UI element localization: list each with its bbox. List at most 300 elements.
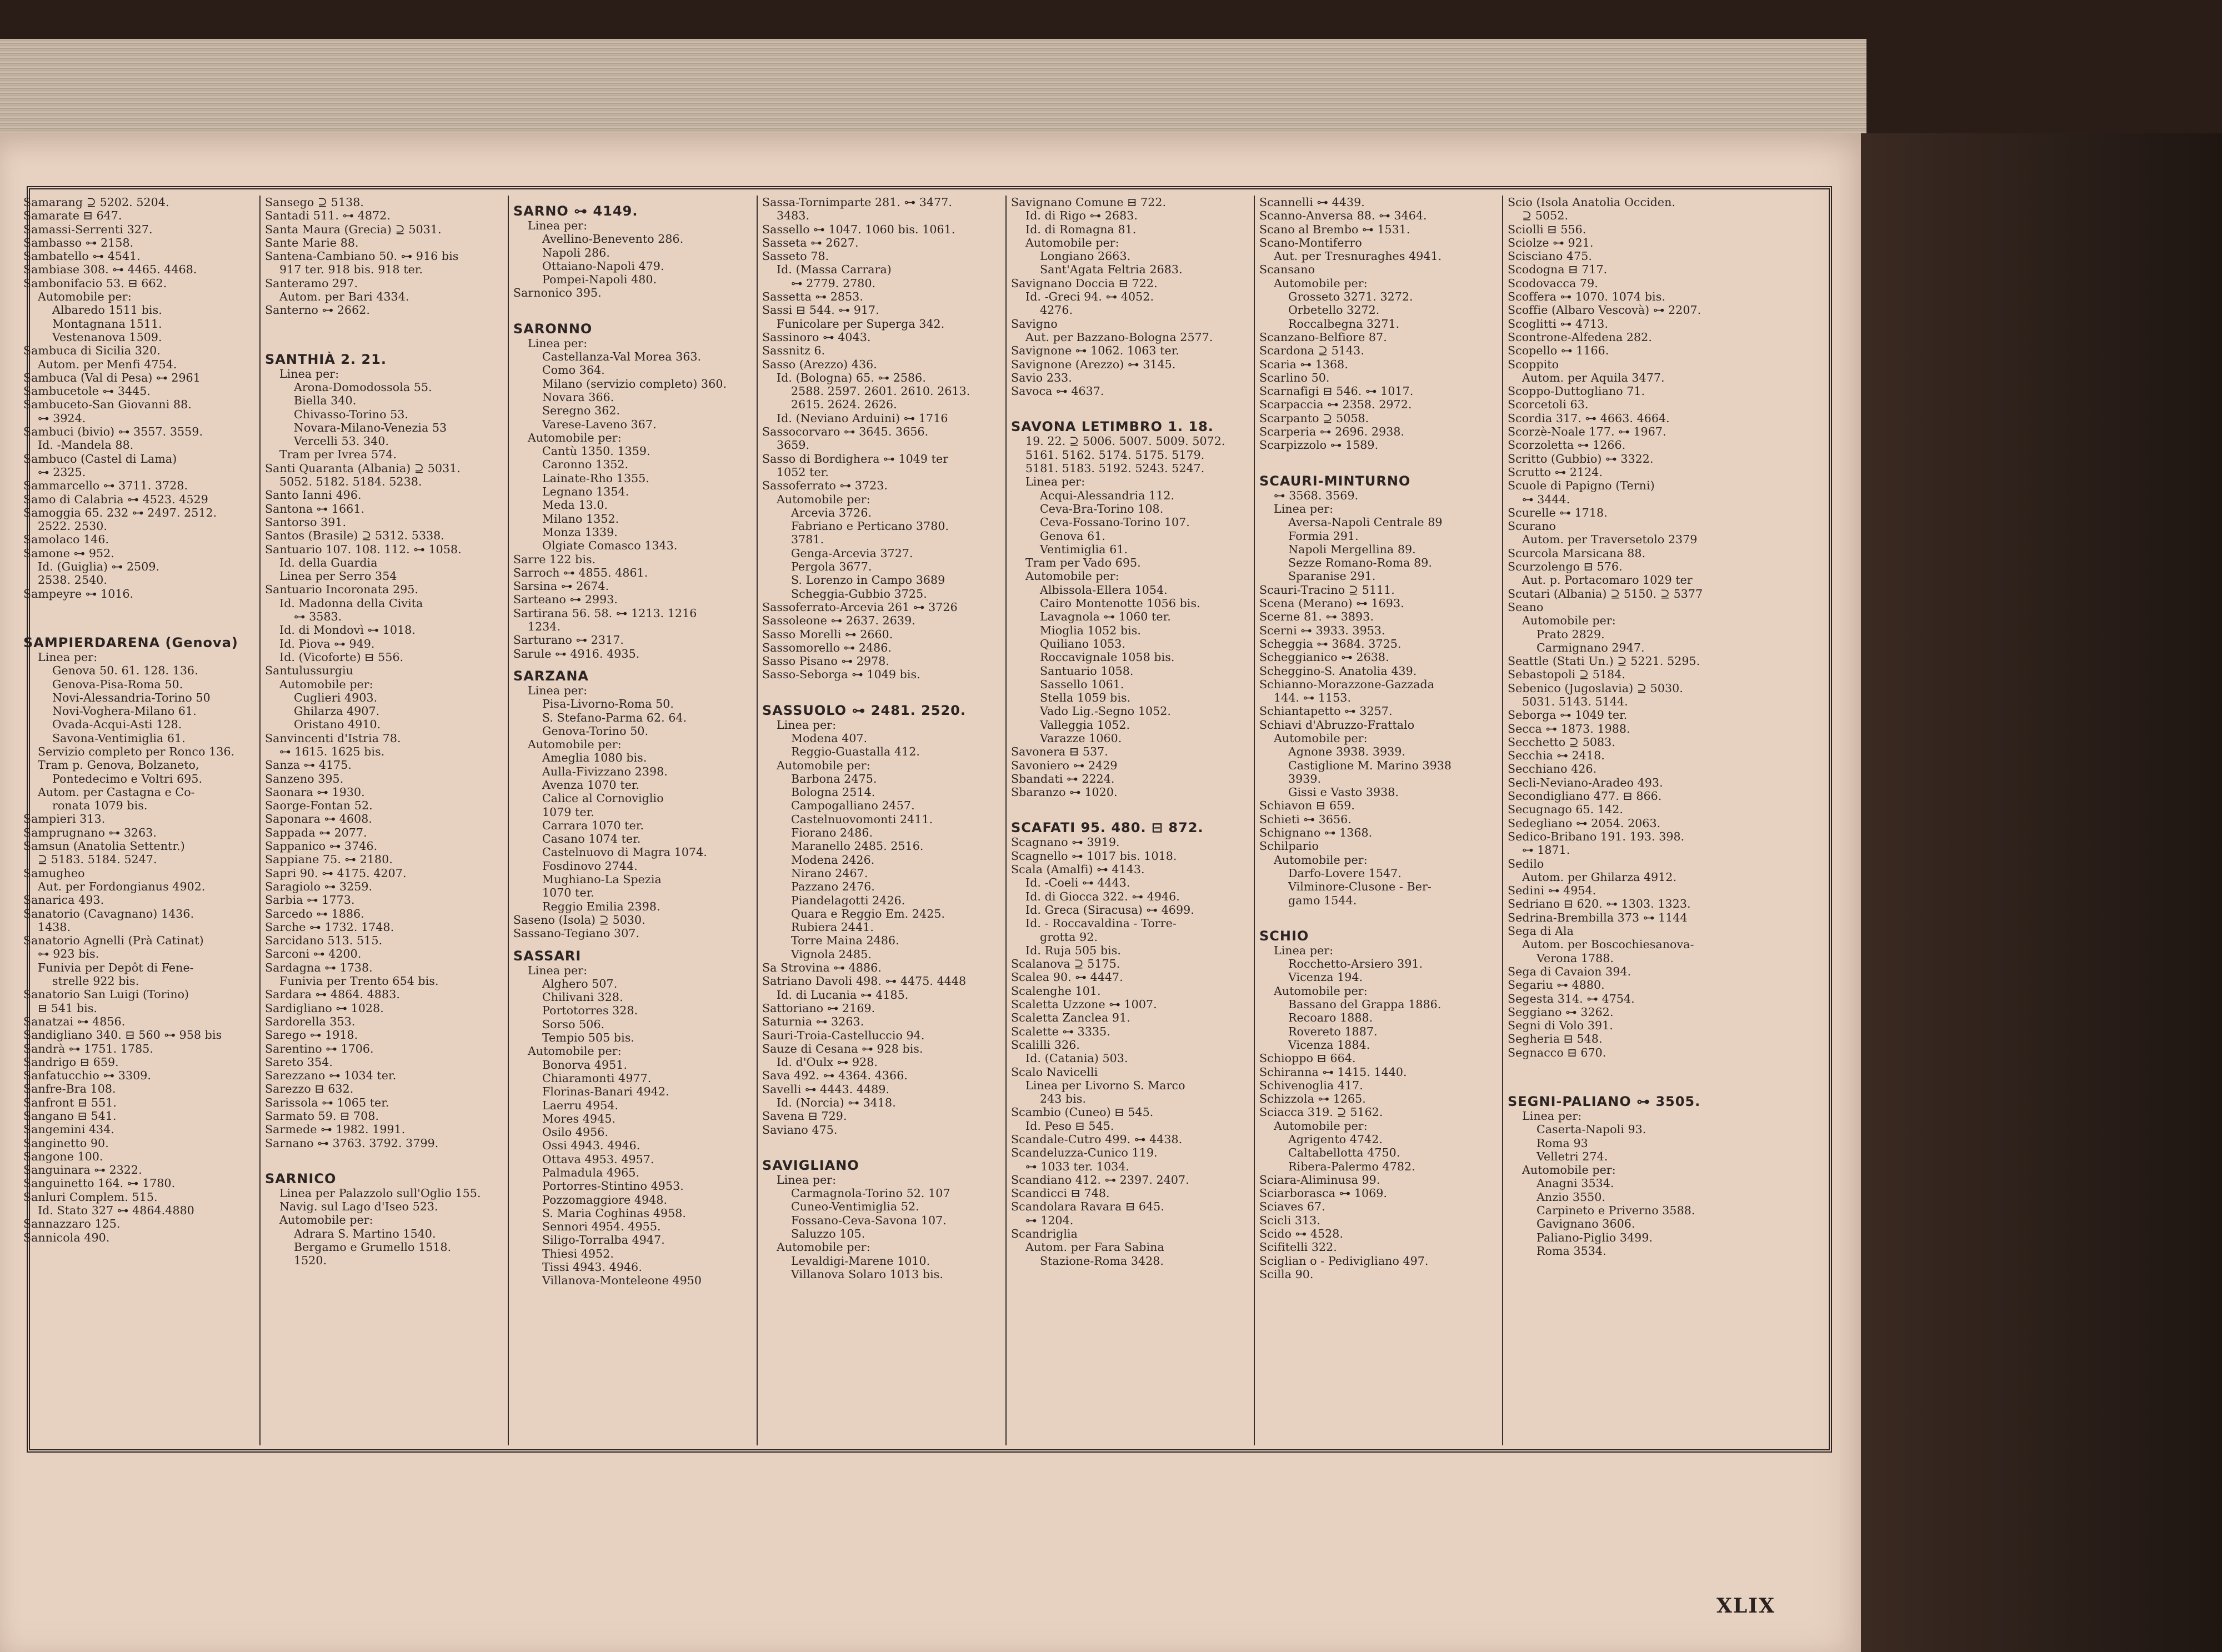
index-entry: 5031. 5143. 5144. xyxy=(1522,694,1628,708)
index-entry: Satriano Davoli 498. ⊶ 4475. 4448 xyxy=(762,974,967,988)
index-entry: Vercelli 53. 340. xyxy=(294,434,389,448)
index-entry: Napoli 286. xyxy=(542,246,610,259)
index-entry: Id. -Coeli ⊶ 4443. xyxy=(1025,876,1130,890)
index-entry: Scerne 81. ⊶ 3893. xyxy=(1259,610,1374,624)
index-entry: Schiavon ⊟ 659. xyxy=(1259,799,1355,813)
index-entry: Aulla-Fivizzano 2398. xyxy=(542,764,668,778)
index-entry: Formia 291. xyxy=(1288,529,1359,543)
index-entry: Vestenanova 1509. xyxy=(52,330,162,344)
index-entry: Id. (Guiglia) ⊶ 2509. xyxy=(38,560,160,574)
index-entry: Stella 1059 bis. xyxy=(1040,691,1131,705)
index-entry: Sardara ⊶ 4864. 4883. xyxy=(265,988,400,1002)
index-entry: Cairo Montenotte 1056 bis. xyxy=(1040,597,1200,610)
index-entry: 1234. xyxy=(528,620,561,634)
index-entry: Id. Piova ⊶ 949. xyxy=(279,637,375,650)
index-entry: Sarule ⊶ 4916. 4935. xyxy=(513,647,640,660)
index-entry: Cantù 1350. 1359. xyxy=(542,444,650,458)
index-entry: Ovada-Acqui-Asti 128. xyxy=(52,718,182,732)
page-number: XLIX xyxy=(1716,1594,1776,1618)
index-entry: Scheggino-S. Anatolia 439. xyxy=(1259,664,1417,678)
index-entry: Id. Peso ⊟ 545. xyxy=(1025,1119,1114,1133)
index-entry: Sarissola ⊶ 1065 ter. xyxy=(265,1095,389,1109)
index-entry: Scrutto ⊶ 2124. xyxy=(1508,465,1603,479)
index-entry: Arona-Domodossola 55. xyxy=(294,380,432,394)
index-entry: Linea per: xyxy=(1522,1109,1582,1123)
index-entry: Vicenza 194. xyxy=(1288,970,1363,984)
index-entry: Sassoferrato-Arcevia 261 ⊶ 3726 xyxy=(762,600,958,614)
index-entry: Varazze 1060. xyxy=(1040,731,1122,745)
index-entry: Scandriglia xyxy=(1011,1227,1078,1241)
index-entry: Sasso-Seborga ⊶ 1049 bis. xyxy=(762,668,920,682)
index-entry: Secca ⊶ 1873. 1988. xyxy=(1508,722,1630,735)
index-entry: Chilivani 328. xyxy=(542,990,623,1004)
index-entry: Santerno ⊶ 2662. xyxy=(265,303,371,317)
index-entry: Savio 233. xyxy=(1011,371,1072,384)
index-entry: ⊶ 3924. xyxy=(38,411,86,425)
index-entry: Avenza 1070 ter. xyxy=(542,778,640,792)
index-entry: Schieti ⊶ 3656. xyxy=(1259,812,1352,826)
index-entry: Modena 2426. xyxy=(791,853,875,867)
index-entry: Sartirana 56. 58. ⊶ 1213. 1216 xyxy=(513,606,697,620)
index-entry: Sardigliano ⊶ 1028. xyxy=(265,1001,384,1015)
index-entry: Scalea 90. ⊶ 4447. xyxy=(1011,970,1123,984)
index-entry: Id. d'Oulx ⊶ 928. xyxy=(777,1055,878,1069)
index-entry: Autom. per Bari 4334. xyxy=(279,290,409,304)
index-entry: 917 ter. 918 bis. 918 ter. xyxy=(279,263,423,277)
index-entry: Scoffera ⊶ 1070. 1074 bis. xyxy=(1508,290,1665,304)
index-entry: Savigno xyxy=(1011,317,1058,331)
index-entry: Alghero 507. xyxy=(542,977,618,990)
index-entry: Linea per: xyxy=(528,963,588,977)
index-entry: Scannelli ⊶ 4439. xyxy=(1259,196,1365,209)
index-entry: Sandigliano 340. ⊟ 560 ⊶ 958 bis xyxy=(23,1028,222,1042)
index-entry: Carrara 1070 ter. xyxy=(542,818,644,832)
index-entry: Servizio completo per Ronco 136. xyxy=(38,744,235,758)
index-entry: Sassano-Tegiano 307. xyxy=(513,927,640,940)
index-entry: Sanguinetto 164. ⊶ 1780. xyxy=(23,1177,176,1190)
index-entry: Avellino-Benevento 286. xyxy=(542,232,684,246)
index-heading: SCHIO xyxy=(1259,928,1309,944)
index-entry: Scontrone-Alfedena 282. xyxy=(1508,330,1652,344)
index-entry: Sarnonico 395. xyxy=(513,286,602,300)
index-entry: Sappanico ⊶ 3746. xyxy=(265,839,378,853)
index-entry: S. Maria Coghinas 4958. xyxy=(542,1206,687,1220)
index-entry xyxy=(762,1137,999,1150)
index-entry xyxy=(23,600,262,614)
index-entry: Linea per: xyxy=(777,718,837,732)
index-entry: Ceva-Bra-Torino 108. xyxy=(1040,502,1164,515)
index-entry: Sambuco (Castel di Lama) xyxy=(23,452,177,465)
index-entry: Scurzolengo ⊟ 576. xyxy=(1508,560,1623,574)
index-entry: Chiaramonti 4977. xyxy=(542,1071,652,1085)
index-entry: Scheggia ⊶ 3684. 3725. xyxy=(1259,637,1402,650)
index-entry: Recoaro 1888. xyxy=(1288,1011,1373,1025)
index-entry: Bologna 2514. xyxy=(791,785,875,799)
index-entry: Sciacca 319. ⊇ 5162. xyxy=(1259,1105,1383,1119)
index-entry: Pozzomaggiore 4948. xyxy=(542,1193,668,1207)
index-entry: Samarang ⊇ 5202. 5204. xyxy=(23,196,169,209)
index-entry: Secli-Neviano-Aradeo 493. xyxy=(1508,775,1663,789)
index-entry: Sciara-Aliminusa 99. xyxy=(1259,1173,1380,1187)
index-entry: Sarteano ⊶ 2993. xyxy=(513,593,618,607)
index-entry: ⊶ 1204. xyxy=(1025,1213,1074,1227)
index-entry: Savignano Doccia ⊟ 722. xyxy=(1011,276,1158,290)
index-entry: Linea per Livorno S. Marco xyxy=(1025,1078,1185,1092)
index-entry: Sappada ⊶ 2077. xyxy=(265,825,367,839)
index-entry: Id. Ruja 505 bis. xyxy=(1025,943,1122,957)
index-entry: ⊶ 3444. xyxy=(1522,492,1570,506)
index-entry: Autom. per Ghilarza 4912. xyxy=(1522,870,1677,884)
index-entry: Scritto (Gubbio) ⊶ 3322. xyxy=(1508,452,1654,465)
index-entry: Segnacco ⊟ 670. xyxy=(1508,1045,1607,1059)
index-entry: ⊇ 5052. xyxy=(1522,209,1569,223)
index-entry: Prato 2829. xyxy=(1537,627,1605,641)
index-entry: Scauri-Tracino ⊇ 5111. xyxy=(1259,583,1395,597)
index-entry: Scandolara Ravara ⊟ 645. xyxy=(1011,1200,1164,1214)
index-entry: Automobile per: xyxy=(1274,276,1368,290)
index-entry: ⊶ 3583. xyxy=(294,610,342,624)
index-entry: Sarmato 59. ⊟ 708. xyxy=(265,1109,379,1123)
index-entry: Id. di Giocca 322. ⊶ 4946. xyxy=(1025,889,1180,903)
index-entry: Santona ⊶ 1661. xyxy=(265,502,365,515)
index-entry: Sassoleone ⊶ 2637. 2639. xyxy=(762,614,915,628)
index-entry: Segesta 314. ⊶ 4754. xyxy=(1508,992,1635,1005)
index-entry: ⊶ 2779. 2780. xyxy=(791,276,876,290)
index-entry: Sanatorio San Luigi (Torino) xyxy=(23,988,189,1002)
index-entry: Sasseto 78. xyxy=(762,249,829,263)
index-entry: 243 bis. xyxy=(1040,1092,1087,1106)
index-entry: Villanova Solaro 1013 bis. xyxy=(791,1267,944,1281)
index-entry: Scano-Montiferro xyxy=(1259,236,1362,249)
index-heading: SCAFATI 95. 480. ⊟ 872. xyxy=(1011,820,1204,836)
index-entry: Sampeyre ⊶ 1016. xyxy=(23,587,134,600)
index-entry: Reggio-Guastalla 412. xyxy=(791,745,920,759)
index-entry: Sassello 1061. xyxy=(1040,677,1124,691)
index-entry: Scicli 313. xyxy=(1259,1213,1320,1227)
index-entry: Caltabellotta 4750. xyxy=(1288,1146,1400,1160)
index-entry: Santorso 391. xyxy=(265,515,347,529)
index-entry: Seborga ⊶ 1049 ter. xyxy=(1508,708,1628,722)
index-entry: 5052. 5182. 5184. 5238. xyxy=(279,475,422,489)
index-entry: Id. (Norcia) ⊶ 3418. xyxy=(777,1096,896,1109)
index-entry: ⊶ 2325. xyxy=(38,465,86,479)
index-entry: Sebenico (Jugoslavia) ⊇ 5030. xyxy=(1508,681,1683,695)
index-entry: Id. di Rigo ⊶ 2683. xyxy=(1025,209,1138,223)
index-entry: Sarcedo ⊶ 1886. xyxy=(265,907,364,920)
index-entry: Grosseto 3271. 3272. xyxy=(1288,290,1413,304)
index-entry: Sassnitz 6. xyxy=(762,344,825,358)
index-entry: Autom. per Castagna e Co- xyxy=(38,785,195,799)
index-entry: Id. Madonna della Civita xyxy=(279,596,423,610)
index-entry: Rocchetto-Arsiero 391. xyxy=(1288,957,1423,971)
index-entry: Sedrina-Brembilla 373 ⊶ 1144 xyxy=(1508,910,1688,924)
index-entry: Linea per: xyxy=(528,219,588,232)
index-entry: Scoglitti ⊶ 4713. xyxy=(1508,317,1609,331)
index-entry: Valleggia 1052. xyxy=(1040,718,1130,732)
index-entry: Sasso di Bordighera ⊶ 1049 ter xyxy=(762,452,949,465)
index-entry: Reggio Emilia 2398. xyxy=(542,899,660,913)
index-entry: Olgiate Comasco 1343. xyxy=(542,539,678,553)
index-entry: Ghilarza 4907. xyxy=(294,704,380,718)
index-entry: Samassi-Serrenti 327. xyxy=(23,222,153,236)
index-entry: Sanzeno 395. xyxy=(265,772,344,785)
index-entry: 3483. xyxy=(777,209,810,223)
index-entry: Vilminore-Clusone - Ber- xyxy=(1288,880,1432,894)
index-entry: Schiantapetto ⊶ 3257. xyxy=(1259,704,1393,718)
index-entry: Ceva-Fossano-Torino 107. xyxy=(1040,515,1190,529)
index-entry: Id. (Bologna) 65. ⊶ 2586. xyxy=(777,371,926,384)
index-entry: Id. di Lucania ⊶ 4185. xyxy=(777,988,909,1002)
index-entry: Novara 366. xyxy=(542,390,614,404)
index-entry: Sega di Ala xyxy=(1508,924,1574,938)
index-entry: Sarturano ⊶ 2317. xyxy=(513,633,624,647)
index-entry: 1520. xyxy=(294,1254,327,1268)
index-entry: Seattle (Stati Un.) ⊇ 5221. 5295. xyxy=(1508,654,1700,668)
index-heading: SARNICO xyxy=(265,1170,337,1187)
index-entry xyxy=(762,682,999,695)
index-entry: Scorzè-Noale 177. ⊶ 1967. xyxy=(1508,425,1666,439)
index-entry: Schianno-Morazzone-Gazzada xyxy=(1259,677,1435,691)
index-entry: Saseno (Isola) ⊇ 5030. xyxy=(513,913,645,927)
index-entry: Roma 93 xyxy=(1537,1136,1588,1150)
index-entry: Albissola-Ellera 1054. xyxy=(1040,583,1168,597)
index-entry: Sanatorio (Cavagnano) 1436. xyxy=(23,907,194,920)
index-entry: Sarche ⊶ 1732. 1748. xyxy=(265,920,394,934)
index-entry: Sangemini 434. xyxy=(23,1123,115,1137)
index-entry: Sammarcello ⊶ 3711. 3728. xyxy=(23,479,188,493)
index-entry: Sasso Pisano ⊶ 2978. xyxy=(762,654,890,668)
index-entry: Linea per: xyxy=(528,336,588,350)
index-entry: Seggiano ⊶ 3262. xyxy=(1508,1005,1614,1019)
index-entry: Savona-Ventimiglia 61. xyxy=(52,731,186,745)
index-entry: Pompei-Napoli 480. xyxy=(542,273,657,287)
index-entry: Tram per Ivrea 574. xyxy=(279,448,397,462)
book-page-edges xyxy=(0,39,1866,147)
index-entry: Sa Strovina ⊶ 4886. xyxy=(762,961,882,975)
index-entry: Sassocorvaro ⊶ 3645. 3656. xyxy=(762,425,929,439)
index-entry: Sciarborasca ⊶ 1069. xyxy=(1259,1187,1388,1200)
index-entry: Carpineto e Priverno 3588. xyxy=(1537,1204,1695,1218)
index-entry: Napoli Mergellina 89. xyxy=(1288,542,1416,556)
index-entry: Sambucetole ⊶ 3445. xyxy=(23,384,151,398)
index-entry: Caserta-Napoli 93. xyxy=(1537,1123,1647,1137)
index-entry: Genova 61. xyxy=(1040,529,1105,543)
index-entry: Siligo-Torralba 4947. xyxy=(542,1233,665,1247)
index-entry: Bonorva 4951. xyxy=(542,1058,628,1072)
index-entry: Quara e Reggio Em. 2425. xyxy=(791,907,945,920)
index-entry: Vicenza 1884. xyxy=(1288,1038,1370,1052)
index-heading: SEGNI-PALIANO ⊶ 3505. xyxy=(1508,1094,1701,1109)
index-column-1 xyxy=(19,196,266,1445)
index-entry: Orbetello 3272. xyxy=(1288,303,1380,317)
index-entry: Scopello ⊶ 1166. xyxy=(1508,344,1609,358)
index-entry: Linea per: xyxy=(38,650,98,664)
index-entry: ⊇ 5183. 5184. 5247. xyxy=(38,853,157,867)
index-entry: Montagnana 1511. xyxy=(52,317,162,331)
index-entry: Saviano 475. xyxy=(762,1123,838,1137)
index-entry: Velletri 274. xyxy=(1537,1149,1608,1163)
index-entry: Secondigliano 477. ⊟ 866. xyxy=(1508,789,1662,803)
index-entry: Aut. per Tresnuraghes 4941. xyxy=(1274,249,1442,263)
index-entry: Aut. per Bazzano-Bologna 2577. xyxy=(1025,330,1213,344)
index-entry xyxy=(265,317,502,331)
index-entry: Adrara S. Martino 1540. xyxy=(294,1227,436,1240)
index-entry: Aversa-Napoli Centrale 89 xyxy=(1288,515,1443,529)
index-entry: Sauri-Troia-Castelluccio 94. xyxy=(762,1028,925,1042)
index-entry: Sannazzaro 125. xyxy=(23,1217,121,1231)
index-entry: Funivia per Depôt di Fene- xyxy=(38,960,194,974)
index-entry: Savignone ⊶ 1062. 1063 ter. xyxy=(1011,344,1179,358)
index-entry: Piandelagotti 2426. xyxy=(791,893,905,907)
index-entry: Legnano 1354. xyxy=(542,485,629,499)
index-entry: ⊶ 1615. 1625 bis. xyxy=(279,744,385,758)
index-entry: Villanova-Monteleone 4950 xyxy=(542,1274,702,1288)
index-entry: Gavignano 3606. xyxy=(1537,1217,1635,1231)
index-entry: Vado Lig.-Segno 1052. xyxy=(1040,704,1172,718)
index-entry: Id. Greca (Siracusa) ⊶ 4699. xyxy=(1025,903,1194,917)
index-entry: Anzio 3550. xyxy=(1537,1190,1606,1204)
index-entry: Scio (Isola Anatolia Occiden. xyxy=(1508,196,1676,209)
index-entry: Autom. per Fara Sabina xyxy=(1025,1240,1164,1254)
index-entry: Ventimiglia 61. xyxy=(1040,542,1128,556)
index-entry: 2522. 2530. xyxy=(38,519,107,533)
index-entry: Arcevia 3726. xyxy=(791,505,872,519)
index-entry: Schizzola ⊶ 1265. xyxy=(1259,1092,1366,1106)
index-entry: Sauze di Cesana ⊶ 928 bis. xyxy=(762,1042,923,1055)
index-entry: Agnone 3938. 3939. xyxy=(1288,745,1406,759)
index-entry: Meda 13.0. xyxy=(542,498,608,512)
index-entry: Scido ⊶ 4528. xyxy=(1259,1227,1344,1241)
index-entry: Scurano xyxy=(1508,519,1556,533)
index-entry: Samolaco 146. xyxy=(23,533,109,547)
index-entry: Schilpario xyxy=(1259,839,1319,853)
index-entry: Linea per Palazzolo sull'Oglio 155. xyxy=(279,1186,481,1200)
index-entry: Sarroch ⊶ 4855. 4861. xyxy=(513,565,648,579)
index-entry: Tissi 4943. 4946. xyxy=(542,1260,642,1274)
index-entry xyxy=(1259,907,1497,920)
index-entry: Levaldigi-Marene 1010. xyxy=(791,1254,930,1268)
index-entry: strelle 922 bis. xyxy=(52,974,139,988)
index-column-5 xyxy=(1005,196,1253,1445)
index-entry: Scarperia ⊶ 2696. 2938. xyxy=(1259,425,1405,439)
index-entry: Sappiane 75. ⊶ 2180. xyxy=(265,853,393,867)
index-entry: 19. 22. ⊇ 5006. 5007. 5009. 5072. xyxy=(1025,434,1225,448)
index-entry: Scarnafigi ⊟ 546. ⊶ 1017. xyxy=(1259,384,1414,398)
index-entry: Scurcola Marsicana 88. xyxy=(1508,546,1646,560)
index-entry: Santos (Brasile) ⊇ 5312. 5338. xyxy=(265,529,445,543)
index-entry: Sattoriano ⊶ 2169. xyxy=(762,1001,875,1015)
index-entry: Fossano-Ceva-Savona 107. xyxy=(791,1213,947,1227)
index-entry: Fiorano 2486. xyxy=(791,826,873,840)
index-entry: Sarre 122 bis. xyxy=(513,552,596,566)
index-entry: Scano al Brembo ⊶ 1531. xyxy=(1259,222,1410,236)
index-entry: Segheria ⊟ 548. xyxy=(1508,1032,1603,1046)
index-entry: S. Lorenzo in Campo 3689 xyxy=(791,573,945,587)
index-entry: Nirano 2467. xyxy=(791,866,868,880)
index-entry: Scoppo-Duttogliano 71. xyxy=(1508,384,1645,398)
index-entry: grotta 92. xyxy=(1040,930,1098,944)
index-entry: Scorcetoli 63. xyxy=(1508,398,1589,412)
index-entry: Scifitelli 322. xyxy=(1259,1240,1337,1254)
index-entry: Funicolare per Superga 342. xyxy=(777,317,945,331)
index-entry xyxy=(265,1150,502,1163)
index-entry xyxy=(1259,452,1497,465)
index-entry: Schioppo ⊟ 664. xyxy=(1259,1052,1356,1065)
index-entry: Fosdinovo 2744. xyxy=(542,859,638,873)
index-entry: Genova-Pisa-Roma 50. xyxy=(52,677,183,691)
index-entry: Laerru 4954. xyxy=(542,1098,619,1112)
index-entry: Agrigento 4742. xyxy=(1288,1133,1383,1146)
index-entry: ⊶ 923 bis. xyxy=(38,947,99,961)
index-entry: Schiavi d'Abruzzo-Frattalo xyxy=(1259,718,1415,732)
index-entry xyxy=(1508,1059,1786,1073)
index-entry: Scodovacca 79. xyxy=(1508,276,1598,290)
index-entry: Sandrà ⊶ 1751. 1785. xyxy=(23,1042,154,1055)
index-entry: Sassello ⊶ 1047. 1060 bis. 1061. xyxy=(762,222,955,236)
index-entry xyxy=(23,614,262,627)
index-entry: Sava 492. ⊶ 4364. 4366. xyxy=(762,1069,908,1083)
index-entry: Autom. per Aquila 3477. xyxy=(1522,371,1665,384)
index-entry: ⊟ 541 bis. xyxy=(38,1001,98,1015)
index-heading: SCAURI-MINTURNO xyxy=(1259,473,1411,489)
index-entry: Sbaranzo ⊶ 1020. xyxy=(1011,785,1118,799)
index-entry: Santi Quaranta (Albania) ⊇ 5031. xyxy=(265,461,461,475)
index-entry: Sareto 354. xyxy=(265,1055,333,1069)
index-entry: Mughiano-La Spezia xyxy=(542,873,662,887)
index-entry: Sasso Morelli ⊶ 2660. xyxy=(762,627,893,641)
index-entry: Secugnago 65. 142. xyxy=(1508,803,1623,817)
index-entry: Ottava 4953. 4957. xyxy=(542,1152,654,1166)
index-entry: Sardagna ⊶ 1738. xyxy=(265,960,373,974)
index-entry: Ameglia 1080 bis. xyxy=(542,751,647,765)
index-entry: Maranello 2485. 2516. xyxy=(791,839,924,853)
index-heading: SAVONA LETIMBRO 1. 18. xyxy=(1011,419,1214,435)
index-entry: ⊶ 1871. xyxy=(1522,843,1570,857)
index-entry: Sambiase 308. ⊶ 4465. 4468. xyxy=(23,263,197,277)
index-entry: Novara-Milano-Venezia 53 xyxy=(294,420,447,434)
index-entry: Pazzano 2476. xyxy=(791,880,875,894)
index-entry: Acqui-Alessandria 112. xyxy=(1040,488,1175,502)
index-entry: Scalanova ⊇ 5175. xyxy=(1011,957,1120,971)
index-entry: Sambuceto-San Giovanni 88. xyxy=(23,398,192,412)
index-entry: Sanza ⊶ 4175. xyxy=(265,758,352,772)
index-entry: Sampieri 313. xyxy=(23,812,106,826)
index-entry xyxy=(1011,398,1248,411)
index-entry: Santuario 107. 108. 112. ⊶ 1058. xyxy=(265,542,462,556)
index-entry xyxy=(265,331,502,344)
index-entry: Scandicci ⊟ 748. xyxy=(1011,1187,1110,1200)
index-entry: Sarbia ⊶ 1773. xyxy=(265,893,355,907)
index-heading: SANTHIÀ 2. 21. xyxy=(265,351,387,367)
index-column-6 xyxy=(1254,196,1501,1445)
index-entry: Bassano del Grappa 1886. xyxy=(1288,998,1442,1012)
index-entry: Santuario Incoronata 295. xyxy=(265,583,419,597)
index-entry: Segariu ⊶ 4880. xyxy=(1508,978,1605,992)
index-entry: Santadi 511. ⊶ 4872. xyxy=(265,209,391,223)
index-entry: Scandale-Cutro 499. ⊶ 4438. xyxy=(1011,1133,1183,1146)
index-entry: Sanluri Complem. 515. xyxy=(23,1190,158,1204)
index-entry: 5161. 5162. 5174. 5175. 5179. xyxy=(1025,448,1205,462)
index-entry: Barbona 2475. xyxy=(791,772,877,785)
index-entry: Sannicola 490. xyxy=(23,1230,110,1244)
index-entry: Sedilo xyxy=(1508,857,1544,870)
index-entry: Saturnia ⊶ 3263. xyxy=(762,1015,864,1029)
index-entry: Samprugnano ⊶ 3263. xyxy=(23,825,157,839)
index-entry: Sarsina ⊶ 2674. xyxy=(513,579,609,593)
index-entry: Santena-Cambiano 50. ⊶ 916 bis xyxy=(265,249,459,263)
index-entry: Savoca ⊶ 4637. xyxy=(1011,384,1104,398)
index-entry: Scardona ⊇ 5143. xyxy=(1259,344,1364,358)
